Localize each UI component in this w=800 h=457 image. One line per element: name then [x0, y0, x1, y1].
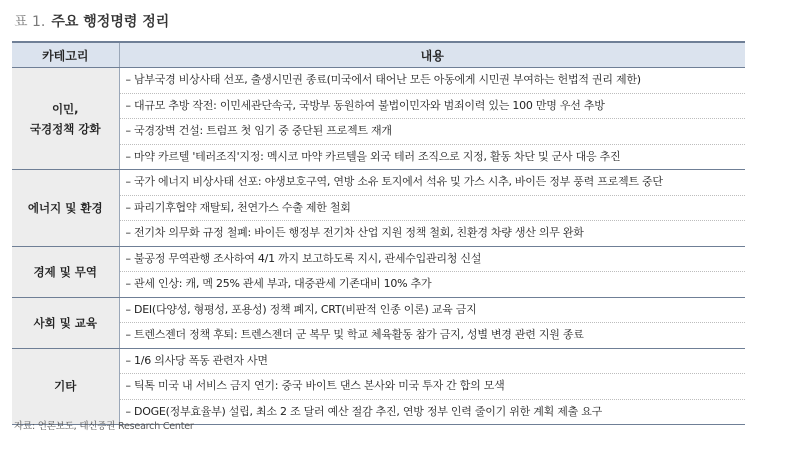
- category-label-line: 기타: [54, 379, 77, 394]
- table-row: [12, 246, 745, 297]
- policy-table: [12, 41, 745, 425]
- table-header-row: [12, 42, 745, 68]
- list-item: – 남부국경 비상사태 선포, 출생시민권 종료(미국에서 태어난 모든 아동에게 시민권 부여하는 헌법적 권리 제한): [120, 68, 746, 94]
- list-item: – 관세 인상: 캐, 멕 25% 관세 부과, 대중관세 기존대비 10% 추가: [125, 277, 432, 290]
- source-note: 자료: 언론보도, 대신증권 Research Center: [14, 421, 194, 432]
- list-item: – 전기차 의무화 규정 철폐: 바이든 행정부 전기차 산업 지원 정책 철회, 친환경 차량 생산 의무 완화: [125, 226, 584, 239]
- category-label-line: 경제 및 무역: [33, 264, 98, 279]
- category-label-line: 국경정책 강화: [29, 121, 101, 136]
- table-row: [12, 297, 745, 348]
- list-item: – 1/6 의사당 폭동 관련자 사면: [120, 349, 746, 375]
- content-cell: [119, 170, 745, 247]
- table-row: [12, 348, 745, 425]
- list-item: – DOGE(정부효율부) 설립, 최소 2 조 달러 예산 절감 추진, 연방 정부 인력 줄이기 위한 계획 제출 요구: [125, 404, 603, 418]
- category-label-line: 이민,: [51, 101, 79, 116]
- list-item: – 마약 카르텔 '테러조직'지정: 멕시코 마약 카르텔을 외국 테러 조직으로 지정, 활동 차단 및 군사 대응 추진: [125, 149, 621, 163]
- category-label-line: 에너지 및 환경: [27, 200, 103, 215]
- list-item: – 틱톡 미국 내 서비스 금지 연기: 중국 바이트 댄스 본사와 미국 투자 간 합의 모색: [120, 374, 746, 400]
- content-cell: [119, 68, 745, 170]
- content-cell: [119, 246, 745, 297]
- category-cell: [12, 348, 119, 425]
- list-item: – DEI(다양성, 형평성, 포용성) 정책 폐지, CRT(비판적 인종 이론) 교육 금지: [120, 298, 746, 324]
- list-item: – 불공정 무역관행 조사하여 4/1 까지 보고하도록 지시, 관세수입관리청 신설: [120, 247, 746, 273]
- table-number: 표 1.: [14, 14, 46, 30]
- header-content: 내용: [119, 42, 745, 68]
- header-category: 카테고리: [12, 42, 119, 68]
- table-row: [12, 170, 745, 247]
- table-title-text: 주요 행정명령 정리: [51, 14, 170, 30]
- content-cell: [119, 348, 745, 425]
- list-item: – 트렌스젠더 정책 후퇴: 트렌스젠더 군 복무 및 학교 체육활동 참가 금지, 성별 변경 관련 지원 종료: [125, 328, 584, 341]
- content-cell: [119, 297, 745, 348]
- table-title: [14, 11, 169, 31]
- table-row: [12, 68, 745, 170]
- category-cell: [12, 297, 119, 348]
- category-cell: [12, 246, 119, 297]
- category-cell: [12, 68, 119, 170]
- list-item: – 국가 에너지 비상사태 선포: 야생보호구역, 연방 소유 토지에서 석유 및 가스 시추, 바이든 정부 풍력 프로젝트 중단: [120, 170, 746, 196]
- list-item: – 대규모 추방 작전: 이민세관단속국, 국방부 동원하여 불법이민자와 범죄이력 있는 100 만명 우선 추방: [120, 94, 746, 120]
- list-item: – 파리기후협약 재탈퇴, 천연가스 수출 제한 철회: [120, 196, 746, 222]
- list-item: – 국경장벽 건설: 트럼프 첫 임기 중 중단된 프로젝트 재개: [120, 119, 746, 145]
- category-cell: [12, 170, 119, 247]
- category-label-line: 사회 및 교육: [33, 315, 98, 330]
